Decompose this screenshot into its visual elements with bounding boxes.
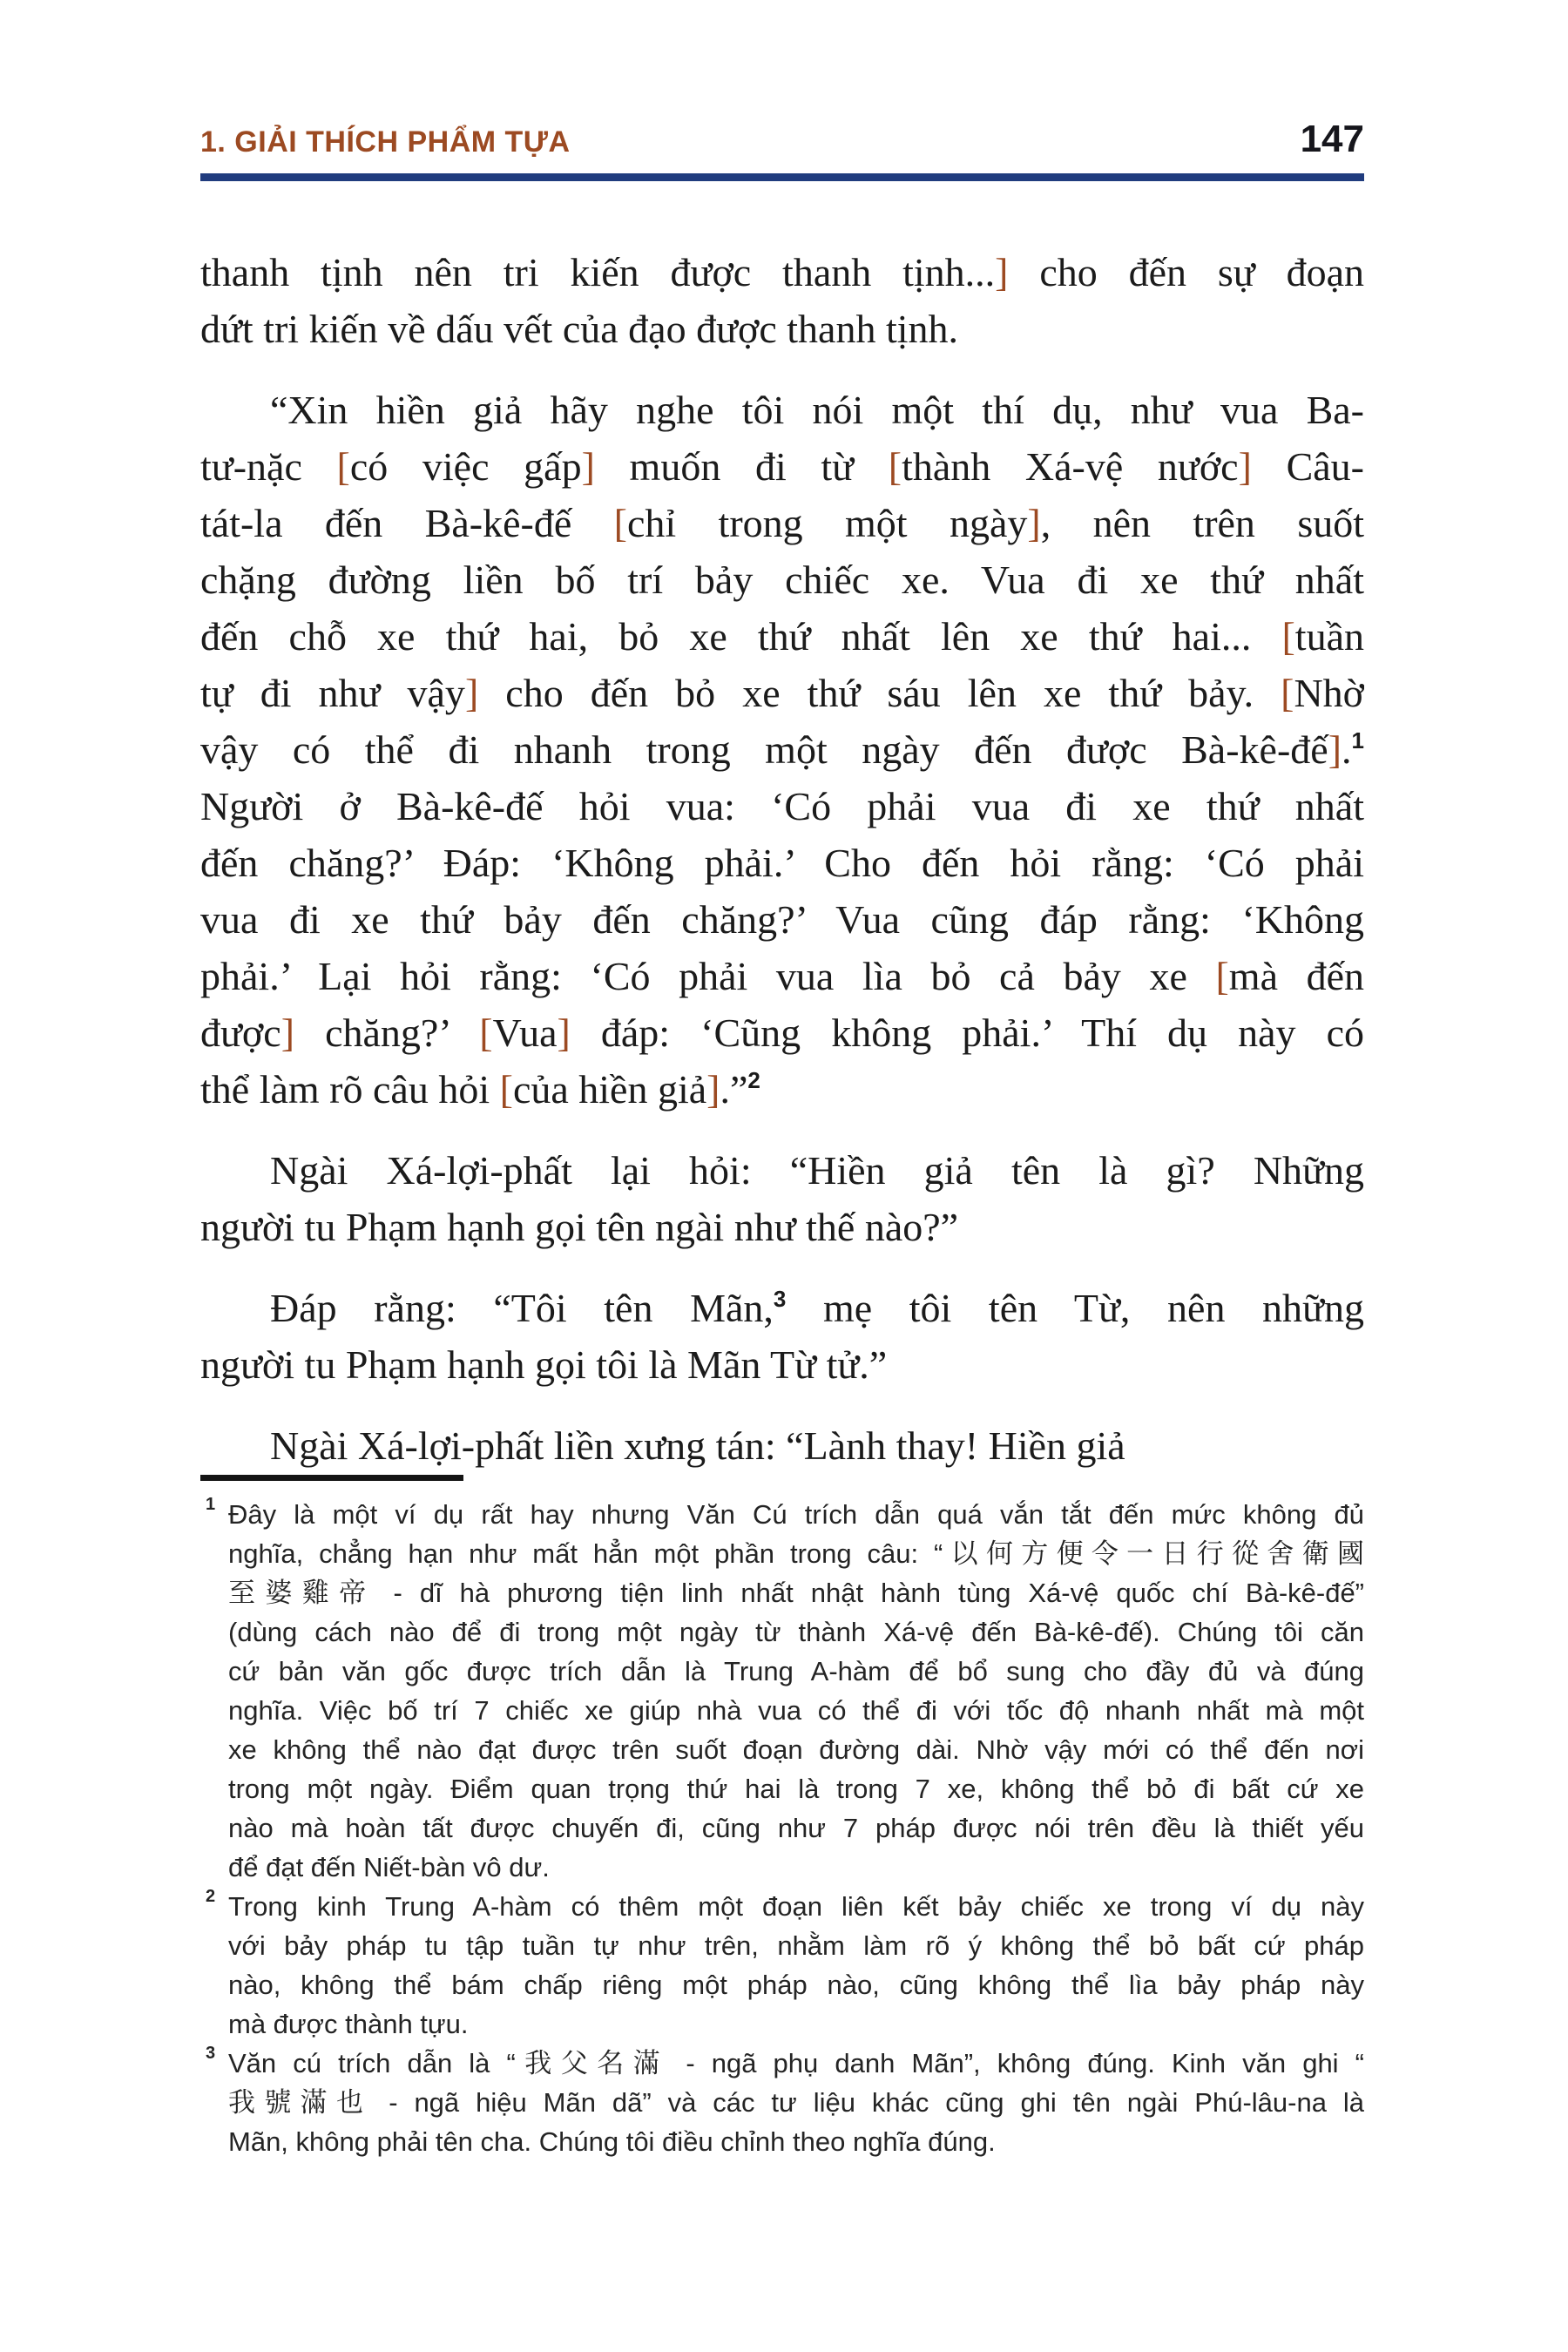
- text-line: thanh tịnh nên tri kiến được thanh tịnh...] cho đến sự đoạn: [200, 250, 1364, 294]
- bracket: [: [613, 501, 627, 545]
- footnote-line: (dùng cách nào để đi trong một ngày từ thành Xá-vệ đến Bà-kê-đế). Chúng tôi căn: [228, 1617, 1364, 1647]
- paragraph: [200, 1280, 1364, 1393]
- bracket: [: [336, 444, 350, 489]
- footnote-line: Đây là một ví dụ rất hay nhưng Văn Cú trích dẫn quá vắn tắt đến mức không đủ: [228, 1499, 1364, 1530]
- bracket: ]: [581, 444, 595, 489]
- text-line: tự đi như vậy] cho đến bỏ xe thứ sáu lên xe thứ bảy. [Nhờ: [200, 671, 1364, 715]
- text-line: Người ở Bà-kê-đế hỏi vua: ‘Có phải vua đi xe thứ nhất: [200, 784, 1364, 828]
- footnote-separator: [200, 1475, 463, 1481]
- footnote-line: Trong kinh Trung A-hàm có thêm một đoạn liên kết bảy chiếc xe trong ví dụ này: [228, 1891, 1364, 1922]
- text-line: Ngài Xá-lợi-phất lại hỏi: “Hiền giả tên là gì? Những: [270, 1148, 1364, 1193]
- bracket: [: [1215, 954, 1229, 998]
- paragraph: [200, 1417, 1364, 1474]
- footnote-marker: 3: [206, 2044, 216, 2063]
- footnote-line: trong một ngày. Điểm quan trọng thứ hai là trong 7 xe, không thể bỏ đi bất cứ xe: [228, 1774, 1364, 1804]
- bracket: [: [1281, 671, 1294, 715]
- text-line: đến chăng?’ Đáp: ‘Không phải.’ Cho đến hỏi rằng: ‘Có phải: [200, 841, 1364, 885]
- footnote-line: Văn cú trích dẫn là “我父名滿 - ngã phụ danh Mãn”, không đúng. Kinh văn ghi “: [228, 2048, 1364, 2079]
- footnote-ref: 3: [773, 1286, 787, 1312]
- page-header: [200, 118, 1364, 160]
- text-line: chặng đường liền bố trí bảy chiếc xe. Vua đi xe thứ nhất: [200, 558, 1364, 602]
- footnote-line: 至婆雞帝 - dĩ hà phương tiện linh nhất nhật hành tùng Xá-vệ quốc chí Bà-kê-đế”: [228, 1578, 1364, 1609]
- body-text: [200, 244, 1364, 1474]
- text-line: “Xin hiền giả hãy nghe tôi nói một thí dụ, như vua Ba-: [270, 388, 1364, 432]
- text-line: phải.’ Lại hỏi rằng: ‘Có phải vua lìa bỏ cả bảy xe [mà đến: [200, 954, 1364, 998]
- footnote-line: xe không thể nào đạt được trên suốt đoạn đường dài. Nhờ vậy mới có thể đến nơi: [228, 1734, 1364, 1765]
- text-line: tư-nặc [có việc gấp] muốn đi từ [thành Xá-vệ nước] Câu-: [200, 444, 1364, 489]
- footnote-line: nào, không thể bám chấp riêng một pháp nào, cũng không thể lìa bảy pháp này: [228, 1970, 1364, 2000]
- text-line: người tu Phạm hạnh gọi tên ngài như thế nào?”: [200, 1205, 959, 1249]
- footnote-ref: 2: [747, 1067, 760, 1093]
- paragraph: [200, 244, 1364, 357]
- section-title: 1. GIẢI THÍCH PHẨM TỰA: [200, 125, 571, 159]
- paragraph: [200, 1142, 1364, 1255]
- footnote-line: Mãn, không phải tên cha. Chúng tôi điều chỉnh theo nghĩa đúng.: [228, 2126, 996, 2157]
- text-line: Đáp rằng: “Tôi tên Mãn,$^3$ mẹ tôi tên Từ, nên những: [270, 1286, 1364, 1330]
- bracket: [: [499, 1067, 513, 1112]
- text-line: vậy có thể đi nhanh trong một ngày đến được Bà-kê-đế].$^1$: [200, 727, 1364, 772]
- text-line: tát-la đến Bà-kê-đế [chỉ trong một ngày], nên trên suốt: [200, 501, 1364, 545]
- footnote-line: 我號滿也 - ngã hiệu Mãn dã” và các tư liệu khác cũng ghi tên ngài Phú-lâu-na là: [228, 2087, 1364, 2119]
- bracket: ]: [1027, 501, 1041, 545]
- footnote-marker: 1: [206, 1495, 216, 1514]
- text-line: thể làm rõ câu hỏi [của hiền giả].”$^2$: [200, 1067, 760, 1112]
- cjk-text: 我父名滿: [515, 2048, 670, 2079]
- footnote-line: cứ bản văn gốc được trích dẫn là Trung A-hàm để bổ sung cho đầy đủ và đúng: [228, 1656, 1364, 1686]
- page-number: 147: [1300, 118, 1364, 160]
- bracket: ]: [464, 671, 479, 715]
- footnote: [200, 2044, 1364, 2161]
- text-line: Ngài Xá-lợi-phất liền xưng tán: “Lành thay! Hiền giả: [270, 1423, 1125, 1468]
- footnote: [200, 1887, 1364, 2044]
- footnote-line: nào mà hoàn tất được chuyến đi, cũng như 7 pháp được nói trên đều là thiết yếu: [228, 1813, 1364, 1843]
- footnote-line: với bảy pháp tu tập tuần tự như trên, nhằm làm rõ ý không thể bỏ bất cứ pháp: [228, 1930, 1364, 1961]
- paragraph: [200, 382, 1364, 1118]
- text-line: đến chỗ xe thứ hai, bỏ xe thứ nhất lên xe thứ hai... [tuần: [200, 614, 1364, 659]
- bracket: [: [1281, 614, 1295, 659]
- cjk-text: 至婆雞帝: [228, 1578, 376, 1609]
- text-line: dứt tri kiến về dấu vết của đạo được thanh tịnh.: [200, 307, 959, 351]
- footnote-line: nghĩa. Việc bố trí 7 chiếc xe giúp nhà vua có thể đi với tốc độ nhanh nhất mà một: [228, 1695, 1364, 1726]
- cjk-text: 我號滿也: [228, 2087, 373, 2119]
- footnote-line: mà được thành tựu.: [228, 2009, 469, 2039]
- text-line: người tu Phạm hạnh gọi tôi là Mãn Từ tử.”: [200, 1342, 888, 1387]
- footnote-ref: 1: [1351, 727, 1364, 754]
- bracket: ]: [557, 1010, 571, 1055]
- footnote-line: để đạt đến Niết-bàn vô dư.: [228, 1852, 550, 1882]
- text-line: vua đi xe thứ bảy đến chăng?’ Vua cũng đáp rằng: ‘Không: [200, 897, 1364, 942]
- bracket: ]: [1238, 444, 1252, 489]
- cjk-text: 以何方便令一日行從舍衛國: [943, 1538, 1364, 1570]
- footnote-line: nghĩa, chẳng hạn như mất hẳn một phần trong câu: “以何方便令一日行從舍衛國: [228, 1538, 1364, 1570]
- header-rule: [200, 173, 1364, 181]
- bracket: [: [479, 1010, 493, 1055]
- bracket: ]: [706, 1067, 720, 1112]
- bracket: [: [888, 444, 902, 489]
- footnotes: [200, 1495, 1364, 2161]
- bracket: ]: [995, 250, 1009, 294]
- footnote-marker: 2: [206, 1887, 216, 1906]
- bracket: ]: [1328, 727, 1342, 772]
- text-line: được] chăng?’ [Vua] đáp: ‘Cũng không phải.’ Thí dụ này có: [200, 1010, 1364, 1055]
- footnote: [200, 1495, 1364, 1887]
- bracket: ]: [280, 1010, 295, 1055]
